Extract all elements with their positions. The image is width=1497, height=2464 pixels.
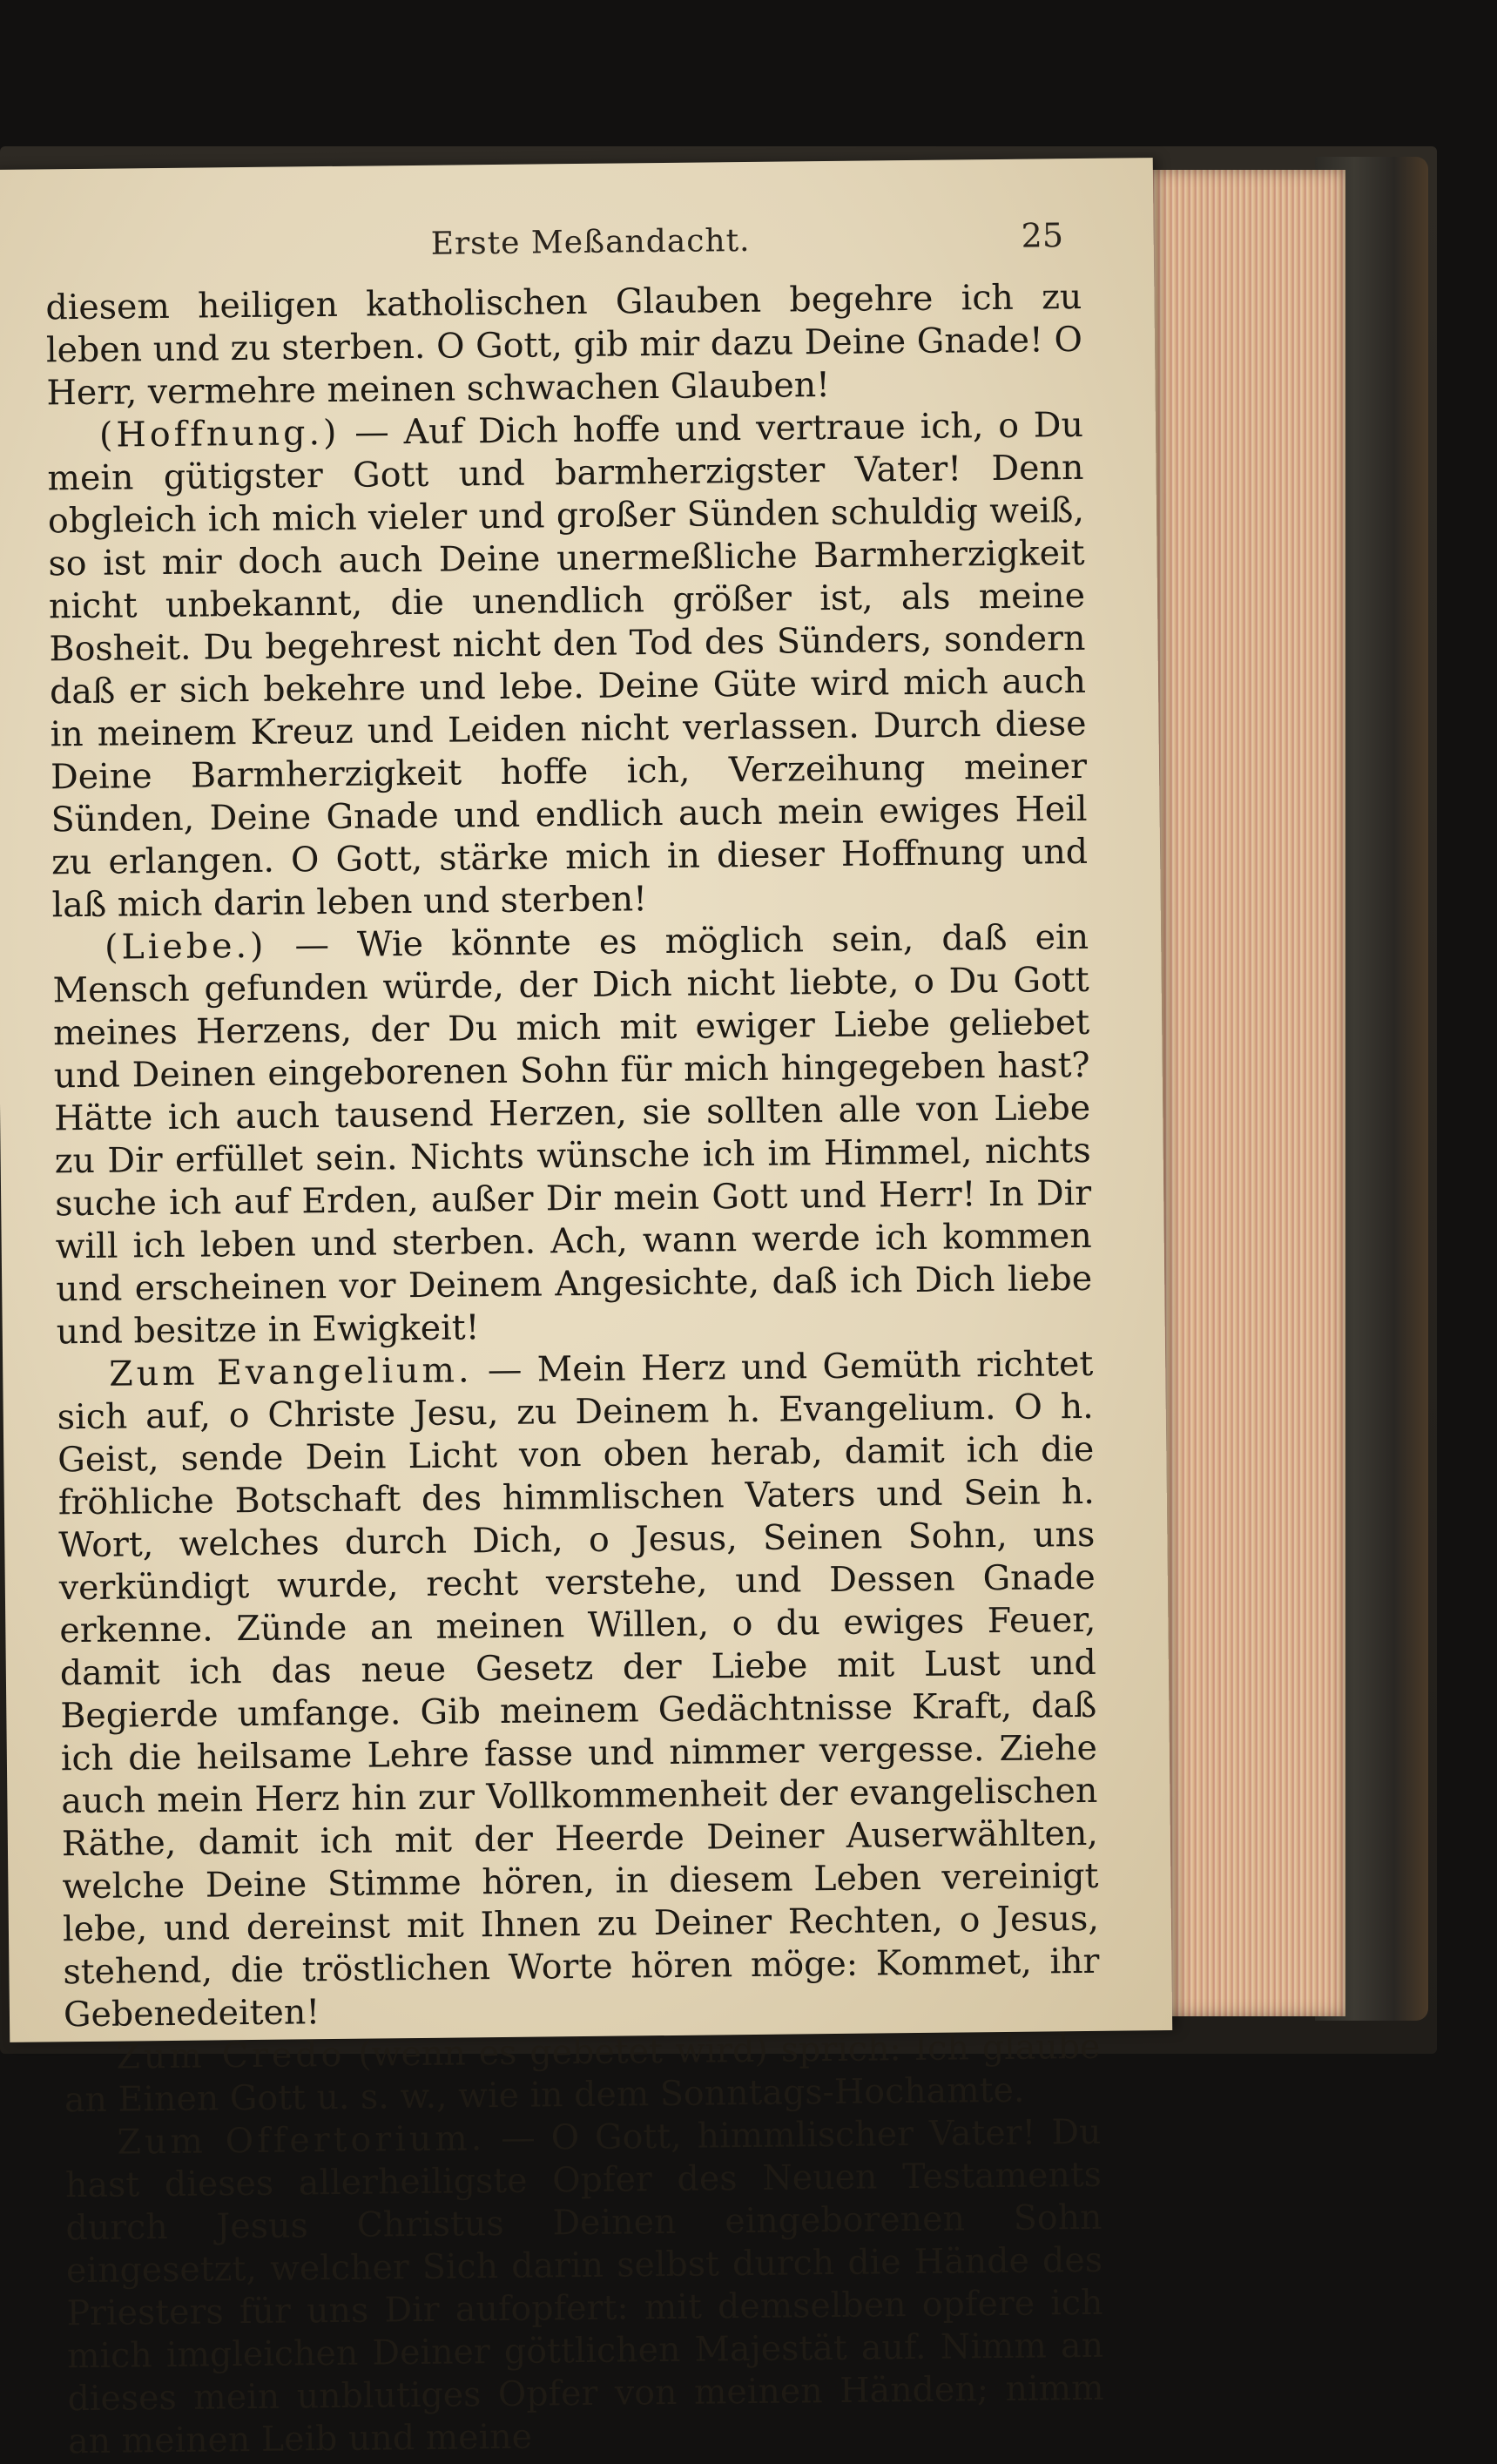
paragraph-text: diesem heiligen katholischen Glauben begehre ich zu leben und zu sterben. O Gott, gib mir dazu Deine Gnade! O Herr, vermehre meinen schwachen Glauben! [45, 276, 1083, 414]
paragraph-text: — Mein Herz und Gemüth richtet sich auf, o Christe Jesu, zu Deinem h. Evangelium. O h. Geist, sende Dein Licht von oben herab, damit ich die fröhliche Botschaft des himmlischen Vaters und Sein h. Wort, welches durch Dich, o Jesus, Seinen Sohn, uns verkündigt wurde, recht verstehe, und Dessen Gnade erkenne. Zünde an meinen Willen, o du ewiges Feuer, damit ich das neue Gesetz der Liebe mit Lust und Begierde umfange. Gib meinem Gedächtnisse Kraft, daß ich die heilsame Lehre fasse und nimmer vergesse. Ziehe auch mein Herz hin zur Vollkommenheit der evangelischen Räthe, damit ich mit der Heerde Deiner Auserwählten, welche Deine Stimme hören, in diesem Leben vereinigt lebe, und dereinst mit Ihnen zu Deiner Rechten, o Jesus, stehend, die tröstlichen Worte hören möge: Kommet, ihr Gebenedeiten! [57, 1343, 1100, 2035]
paragraph-credo [64, 2026, 1101, 2122]
paragraph-text: — Auf Dich hoffe und vertraue ich, o Du mein gütigster Gott und barmherzigster Vater! Denn obgleich ich mich vieler und großer Sünden schuldig weiß, so ist mir doch auch Deine unermeßliche Barmherzigkeit nicht unbekannt, die unendlich größer ist, als meine Bosheit. Du begehrest nicht den Tod des Sünders, sondern daß er sich bekehre und lebe. Deine Güte wird mich auch in meinem Kreuz und Leiden nicht verlassen. Durch diese Deine Barmherzigkeit hoffe ich, Verzeihung meiner Sünden, Deine Gnade und endlich auch mein ewiges Heil zu erlangen. O Gott, stärke mich in dieser Hoffnung und laß mich darin leben und sterben! [47, 404, 1089, 926]
paragraph-evangelium [57, 1343, 1100, 2036]
paragraph-offertorium [64, 2111, 1104, 2463]
body-text [45, 276, 1104, 2463]
paragraph-lead: (Liebe.) [104, 925, 267, 968]
paragraph-text: — Wie könnte es möglich sein, daß ein Mensch gefunden würde, der Dich nicht liebte, o Du Gott meines Herzens, der Du mich mit ewiger Liebe geliebet und Deinen eingeborenen Sohn für mich hingegeben hast? Hätte ich auch tausend Herzen, sie sollten alle von Liebe zu Dir erfüllet sein. Nichts wünsche ich im Himmel, nichts suche ich auf Erden, außer Dir mein Gott und Herr! In Dir will ich leben und sterben. Ach, wann werde ich kommen und erscheinen vor Deinem Angesichte, daß ich Dich liebe und besitze in Ewigkeit! [52, 916, 1093, 1353]
page-number: 25 [1021, 216, 1064, 255]
paragraph-text: — O Gott, himmlischer Vater! Du hast dieses allerheiligste Opfer des Neuen Testaments durch Jesus Christus Deinen eingeborenen Sohn eingesetzt, welcher Sich darin selbst durch die Hände des Priesters für uns Dir aufopfert: mit demselben opfere ich mich imgleichen Deiner göttlichen Majestät auf. Nimm an dieses mein unblutiges Opfer von meinen Händen; nimm an meinen Leib und meine [64, 2111, 1104, 2462]
running-title: Erste Meßandacht. [430, 222, 751, 262]
paragraph-lead: Zum Offertorium. [117, 2118, 486, 2163]
paragraph-lead: (Hoffnung.) [98, 412, 341, 456]
paragraph-hoffnung [47, 404, 1089, 927]
paragraph-lead: Zum Evangelium. [109, 1350, 473, 1394]
book-page [0, 158, 1172, 2462]
paragraph-liebe [52, 916, 1093, 1354]
paragraph-text: (wenn es gebetet wird) sprich: Ich glaube an Einen Gott u. s. w., wie in dem Sonntags-Hochamte. [64, 2026, 1101, 2121]
paragraph-lead: Zum Credo [116, 2034, 346, 2077]
paragraph-glaube-end [45, 276, 1082, 415]
page-header [0, 212, 1154, 276]
